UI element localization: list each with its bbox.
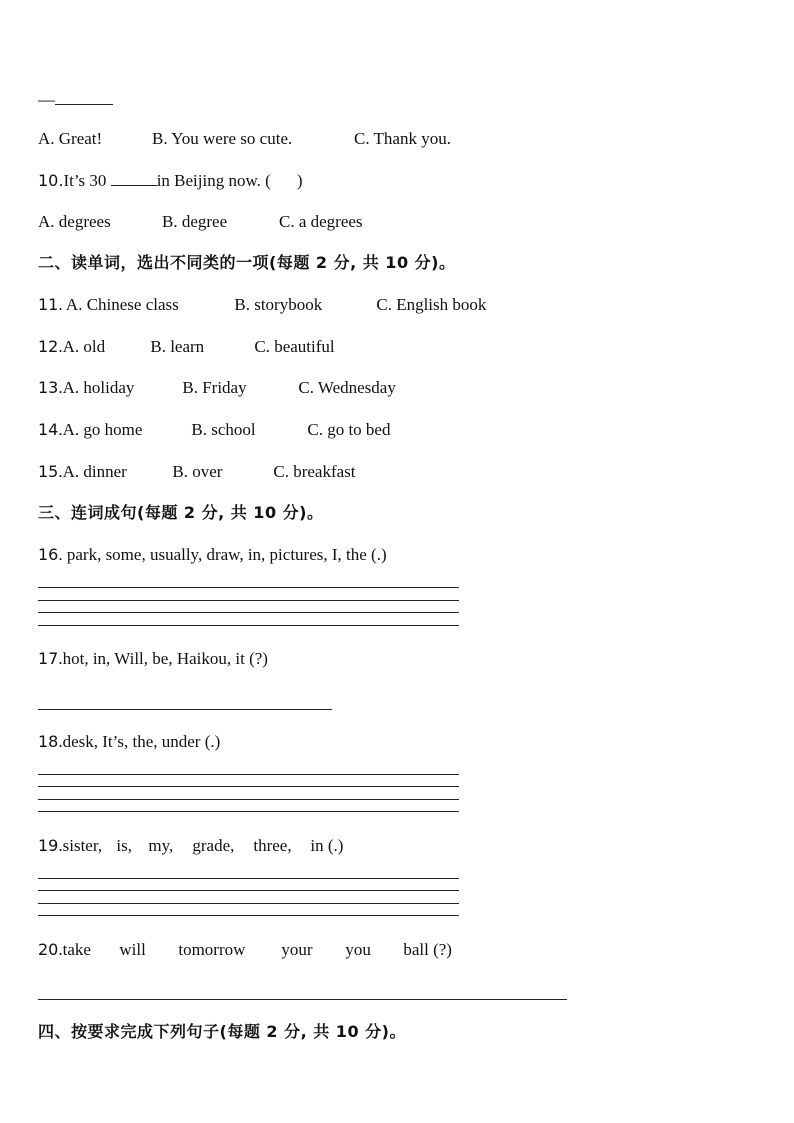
q18-words: .desk, It’s, the, under (.) xyxy=(58,732,221,751)
q17 xyxy=(38,648,268,670)
q16-number: 16 xyxy=(38,545,59,564)
q17-number: 17 xyxy=(38,649,59,668)
q19-word-3: my, xyxy=(148,836,174,855)
q18-answer-line-4[interactable] xyxy=(38,811,459,812)
q19-word-4: grade, xyxy=(192,836,235,855)
q19-word-6: in (.) xyxy=(310,836,344,855)
q20 xyxy=(38,939,452,961)
q13-option-b[interactable]: B. Friday xyxy=(182,378,247,397)
section-4-heading: 四、按要求完成下列句子(每题 2 分, 共 10 分)。 xyxy=(38,1022,406,1041)
q16-words: . park, some, usually, draw, in, pictures, I, the (.) xyxy=(58,545,387,564)
q15-option-b[interactable]: B. over xyxy=(172,462,223,481)
q10-stem-part3: ) xyxy=(296,171,303,190)
q12-option-a[interactable]: .A. old xyxy=(58,337,106,356)
q10-stem-part1: It’s 30 xyxy=(63,171,107,190)
q19-answer-line-2[interactable] xyxy=(38,890,459,891)
q12-option-b[interactable]: B. learn xyxy=(150,337,205,356)
q16-answer-line-1[interactable] xyxy=(38,587,459,588)
q12 xyxy=(38,336,335,358)
q9-blank[interactable] xyxy=(55,88,113,105)
q15-option-a[interactable]: .A. dinner xyxy=(58,462,127,481)
q18-answer-line-1[interactable] xyxy=(38,774,459,775)
q12-number: 12 xyxy=(38,337,59,356)
q10-number: 10. xyxy=(38,171,64,190)
q20-word-2: will xyxy=(119,940,146,959)
q19 xyxy=(38,835,343,857)
q15-option-c[interactable]: C. breakfast xyxy=(273,462,356,481)
q19-word-5: three, xyxy=(253,836,292,855)
q13-option-a[interactable]: .A. holiday xyxy=(58,378,135,397)
q11-option-a[interactable]: . A. Chinese class xyxy=(58,295,179,314)
q16 xyxy=(38,544,387,566)
q9-dash: — xyxy=(38,90,55,109)
q18-answer-line-2[interactable] xyxy=(38,786,459,787)
q18 xyxy=(38,731,220,753)
q19-number: 19 xyxy=(38,836,59,855)
q11-option-b[interactable]: B. storybook xyxy=(234,295,323,314)
q12-option-c[interactable]: C. beautiful xyxy=(254,337,335,356)
q16-answer-line-3[interactable] xyxy=(38,612,459,613)
q10-option-c[interactable]: C. a degrees xyxy=(279,212,363,231)
q9-option-c[interactable]: C. Thank you. xyxy=(354,129,451,148)
q9-options xyxy=(38,128,451,150)
q15-number: 15 xyxy=(38,462,59,481)
q17-answer-line[interactable] xyxy=(38,709,332,710)
q9-option-b[interactable]: B. You were so cute. xyxy=(152,129,293,148)
section-3-heading: 三、连词成句(每题 2 分, 共 10 分)。 xyxy=(38,503,324,522)
q13-option-c[interactable]: C. Wednesday xyxy=(298,378,396,397)
q19-answer-line-4[interactable] xyxy=(38,915,459,916)
q14-option-a[interactable]: .A. go home xyxy=(58,420,143,439)
q9-answer-line xyxy=(38,88,113,111)
q15 xyxy=(38,461,356,483)
q13-number: 13 xyxy=(38,378,59,397)
q11-number: 11 xyxy=(38,295,59,314)
q18-number: 18 xyxy=(38,732,59,751)
q11-option-c[interactable]: C. English book xyxy=(376,295,487,314)
q18-answer-line-3[interactable] xyxy=(38,799,459,800)
q10-options xyxy=(38,211,363,233)
q14-number: 14 xyxy=(38,420,59,439)
q20-word-5: you xyxy=(345,940,371,959)
q16-answer-line-2[interactable] xyxy=(38,600,459,601)
q10-blank[interactable] xyxy=(111,169,157,186)
q20-word-4: your xyxy=(281,940,313,959)
section-2-heading: 二、读单词，选出不同类的一项(每题 2 分, 共 10 分)。 xyxy=(38,253,456,272)
q20-word-1: .take xyxy=(58,940,91,959)
q13 xyxy=(38,377,396,399)
q17-words: .hot, in, Will, be, Haikou, it (?) xyxy=(58,649,268,668)
q19-answer-line-3[interactable] xyxy=(38,903,459,904)
q14 xyxy=(38,419,390,441)
q19-answer-line-1[interactable] xyxy=(38,878,459,879)
q19-word-1: .sister, xyxy=(58,836,103,855)
q9-option-a[interactable]: A. Great! xyxy=(38,129,103,148)
q14-option-b[interactable]: B. school xyxy=(191,420,256,439)
q14-option-c[interactable]: C. go to bed xyxy=(307,420,391,439)
q20-number: 20 xyxy=(38,940,59,959)
q20-word-6: ball (?) xyxy=(403,940,452,959)
q10-option-a[interactable]: A. degrees xyxy=(38,212,111,231)
q20-answer-line[interactable] xyxy=(38,999,567,1000)
q10-stem-part2: in Beijing now. ( xyxy=(156,171,271,190)
q10-stem xyxy=(38,169,302,192)
q11 xyxy=(38,294,486,316)
q19-word-2: is, xyxy=(116,836,132,855)
q10-option-b[interactable]: B. degree xyxy=(162,212,228,231)
q16-answer-line-4[interactable] xyxy=(38,625,459,626)
q20-word-3: tomorrow xyxy=(178,940,246,959)
